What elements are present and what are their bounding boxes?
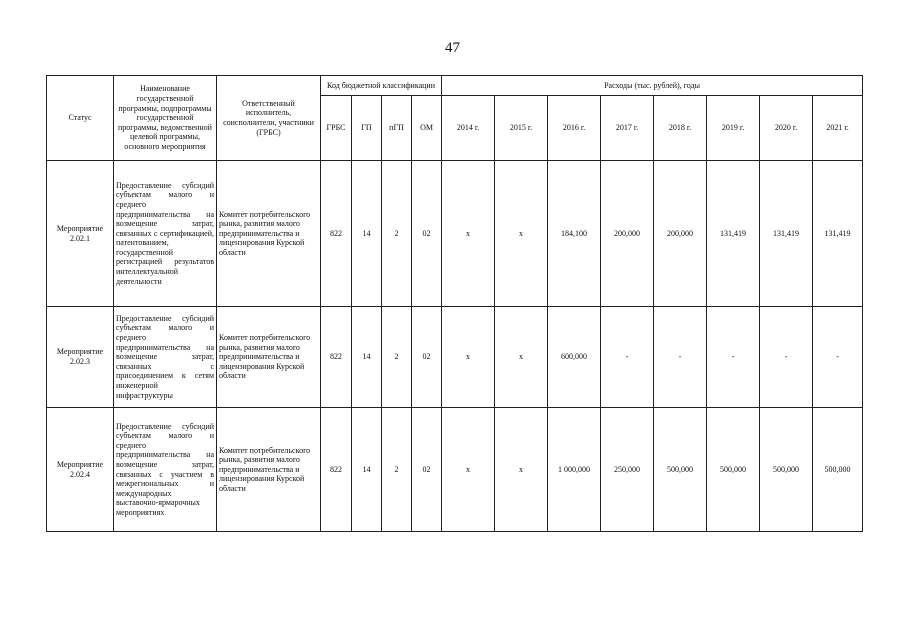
header-year: 2020 г. <box>760 96 813 161</box>
row-status: Мероприятие 2.02.4 <box>47 408 114 532</box>
row-om: 02 <box>412 408 442 532</box>
row-value: 600,000 <box>548 307 601 408</box>
row-value: 1 000,000 <box>548 408 601 532</box>
table-row <box>47 161 863 307</box>
row-value: - <box>707 307 760 408</box>
row-value: 184,100 <box>548 161 601 307</box>
row-value: - <box>760 307 813 408</box>
row-value: х <box>495 408 548 532</box>
row-value: 500,000 <box>813 408 863 532</box>
row-value: 200,000 <box>654 161 707 307</box>
row-value: х <box>442 408 495 532</box>
row-name: Предоставление субсидий субъектам малого и среднего предпринимательства на возмещение затрат, связанных с участием в межрегиональных и международных выставочно-ярмарочных мероприятиях <box>114 408 217 532</box>
page-number: 47 <box>445 40 460 56</box>
row-responsible: Комитет потребительского рынка, развития малого предпринимательства и лицензирования Курской области <box>217 307 321 408</box>
row-value: 131,419 <box>707 161 760 307</box>
row-pgp: 2 <box>382 408 412 532</box>
table-row <box>47 307 863 408</box>
header-gp: ГП <box>352 96 382 161</box>
header-status: Статус <box>47 76 114 161</box>
row-value: х <box>495 307 548 408</box>
row-value: - <box>813 307 863 408</box>
row-value: 200,000 <box>601 161 654 307</box>
row-responsible: Комитет потребительского рынка, развития малого предпринимательства и лицензирования Курской области <box>217 161 321 307</box>
row-om: 02 <box>412 161 442 307</box>
table-row <box>47 408 863 532</box>
row-grbs: 822 <box>321 161 352 307</box>
header-year: 2021 г. <box>813 96 863 161</box>
row-grbs: 822 <box>321 307 352 408</box>
header-year: 2015 г. <box>495 96 548 161</box>
budget-table <box>46 75 863 532</box>
header-year: 2018 г. <box>654 96 707 161</box>
row-status: Мероприятие 2.02.1 <box>47 161 114 307</box>
row-name: Предоставление субсидий субъектам малого и среднего предпринимательства на возмещение затрат, связанных с присоединением к сетям инженерной инфраструктуры <box>114 307 217 408</box>
row-value: 131,419 <box>813 161 863 307</box>
header-name: Наименование государственной программы, подпрограммы государственной программы, ведомственной целевой программы, основного мероприятия <box>114 76 217 161</box>
row-pgp: 2 <box>382 161 412 307</box>
header-year: 2016 г. <box>548 96 601 161</box>
row-value: 131,419 <box>760 161 813 307</box>
row-value: 500,000 <box>654 408 707 532</box>
row-value: х <box>495 161 548 307</box>
row-value: х <box>442 161 495 307</box>
header-responsible: Ответственный исполнитель, соисполнители, участники (ГРБС) <box>217 76 321 161</box>
row-value: 500,000 <box>707 408 760 532</box>
row-gp: 14 <box>352 307 382 408</box>
row-gp: 14 <box>352 161 382 307</box>
header-expenses: Расходы (тыс. рублей), годы <box>442 76 863 96</box>
row-value: - <box>601 307 654 408</box>
header-om: ОМ <box>412 96 442 161</box>
header-budget-code: Код бюджетной классификации <box>321 76 442 96</box>
header-pgp: пГП <box>382 96 412 161</box>
row-value: 500,000 <box>760 408 813 532</box>
row-om: 02 <box>412 307 442 408</box>
header-year: 2019 г. <box>707 96 760 161</box>
row-value: - <box>654 307 707 408</box>
row-responsible: Комитет потребительского рынка, развития малого предпринимательства и лицензирования Курской области <box>217 408 321 532</box>
header-grbs: ГРБС <box>321 96 352 161</box>
row-gp: 14 <box>352 408 382 532</box>
row-pgp: 2 <box>382 307 412 408</box>
row-status: Мероприятие 2.02.3 <box>47 307 114 408</box>
header-year: 2017 г. <box>601 96 654 161</box>
row-value: х <box>442 307 495 408</box>
header-year: 2014 г. <box>442 96 495 161</box>
row-grbs: 822 <box>321 408 352 532</box>
row-name: Предоставление субсидий субъектам малого и среднего предпринимательства на возмещение затрат, связанных с сертификацией, патентованием, государственной регистрацией результатов интеллектуальной деятельности <box>114 161 217 307</box>
row-value: 250,000 <box>601 408 654 532</box>
